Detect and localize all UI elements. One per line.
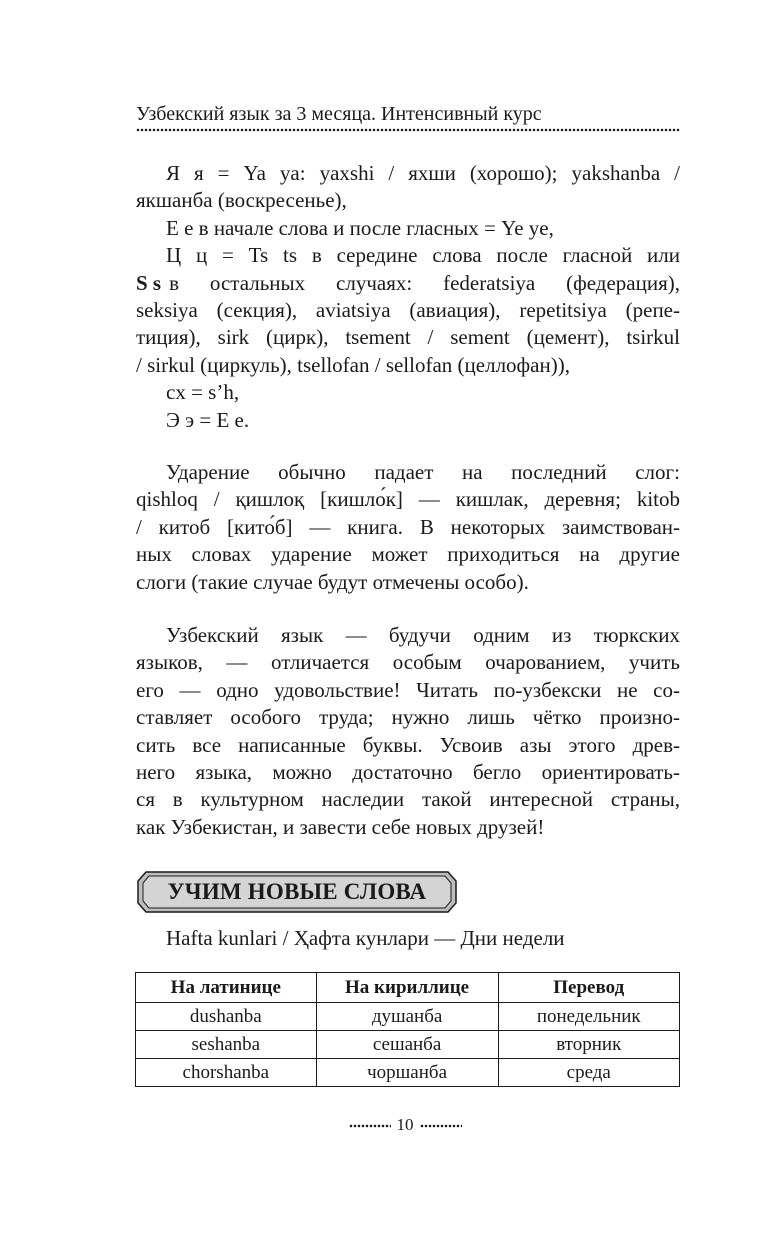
table-row <box>136 1003 680 1031</box>
column-header: Перевод <box>498 973 680 1003</box>
table-cell: чоршанба <box>316 1059 498 1087</box>
vocab-subtitle: Hafta kunlari / Ҳафта кунлари — Дни недели <box>166 926 565 950</box>
rule-line <box>136 270 680 297</box>
rule-line: якшанба (воскресенье), <box>136 188 347 213</box>
section-banner <box>136 870 458 914</box>
paragraph-line: как Узбекистан, и завести себе новых друзей! <box>136 814 545 839</box>
page-number: 10 <box>396 1115 414 1134</box>
rule-line: Ц ц = Ts ts в середине слова после гласной или <box>166 243 680 268</box>
paragraph-line: слоги (такие случае будут отмечены особо). <box>136 569 529 594</box>
page-footer <box>300 1115 510 1135</box>
paragraph-line: Ударение обычно падает на последний слог: <box>166 460 680 484</box>
paragraph-line: Узбекский язык — будучи одним из тюркских <box>166 623 680 647</box>
paragraph-line: ставляет особого труда; нужно лишь чётко произно- <box>136 705 680 730</box>
bold-letter-s: S s <box>136 270 162 295</box>
footer-dots-left <box>349 1124 391 1128</box>
table-cell: душанба <box>316 1003 498 1031</box>
table-cell: среда <box>498 1059 680 1087</box>
rule-line: cх = s’h, <box>166 380 240 405</box>
table-cell: понедельник <box>498 1003 680 1031</box>
table-header-row <box>136 973 680 1003</box>
column-header: На латинице <box>136 973 317 1003</box>
stress-paragraph <box>136 459 680 596</box>
paragraph-line: него языка, можно достаточно бегло ориентировать- <box>136 759 680 784</box>
column-header: На кириллице <box>316 973 498 1003</box>
rule-line: тиция), sirk (цирк), tsement / sement (цемент), tsirkul <box>136 325 680 350</box>
vocab-table <box>135 972 680 1087</box>
section-title: УЧИМ НОВЫЕ СЛОВА <box>167 879 427 904</box>
rule-line: Е е в начале слова и после гласных = Ye ye, <box>166 215 554 240</box>
table-row <box>136 1059 680 1087</box>
table-cell: dushanba <box>136 1003 317 1031</box>
rule-line: seksiya (секция), aviatsiya (авиация), repetitsiya (репе- <box>136 297 680 322</box>
paragraph-line: ных словах ударение может приходиться на другие <box>136 542 680 567</box>
paragraph-line: сить все написанные буквы. Усвоив азы этого древ- <box>136 732 680 757</box>
paragraph-line: его — одно удовольствие! Читать по-узбекски не со- <box>136 677 680 702</box>
table-cell: вторник <box>498 1031 680 1059</box>
table-cell: seshanba <box>136 1031 317 1059</box>
running-header: Узбекский язык за 3 месяца. Интенсивный курс <box>136 103 542 125</box>
paragraph-line: языков, — отличается особым очарованием, учить <box>136 650 680 675</box>
rule-text: в остальных случаях: federatsiya (федерация), <box>169 270 680 295</box>
paragraph-line: qishloq / қишлоқ [кишло́к] — кишлак, деревня; kitob <box>136 487 680 512</box>
paragraph-line: / китоб [кито́б] — книга. В некоторых заимствован- <box>136 514 680 539</box>
paragraph-line: ся в культурном наследии такой интересной страны, <box>136 787 680 812</box>
rule-line: Я я = Ya ya: yaxshi / яхши (хорошо); yakshanba / <box>166 161 680 185</box>
footer-dots-right <box>420 1124 462 1128</box>
table-cell: сешанба <box>316 1031 498 1059</box>
letter-rules <box>136 160 680 434</box>
header-dotted-rule <box>136 128 680 132</box>
table-cell: chorshanba <box>136 1059 317 1087</box>
rule-line: Э э = Е е. <box>166 407 250 432</box>
table-row <box>136 1031 680 1059</box>
intro-paragraph <box>136 622 680 841</box>
rule-line: / sirkul (циркуль), tsellofan / sellofan (целлофан)), <box>136 352 570 377</box>
